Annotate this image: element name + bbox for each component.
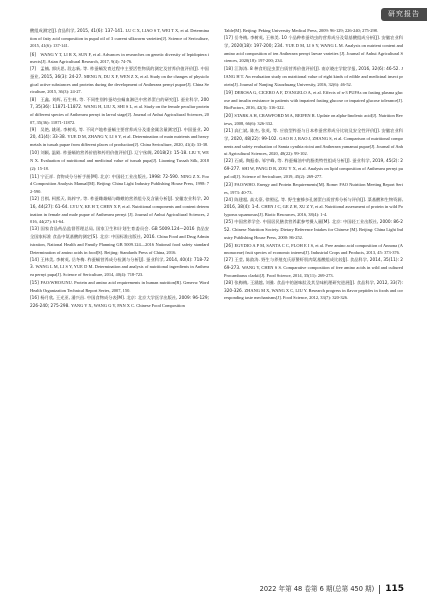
reference-number: [17] (224, 36, 233, 42)
reference-item (224, 220, 403, 242)
reference-chinese-text: 国家食品药品监督管理总局, 国家卫生和计划生育委员会. GB 5009.124—2016 食品安全国家标准 食品中氨基酸的测定[S]. 北京: 中国标准出版社, 2016. (30, 227, 209, 241)
reference-english-text: YUE D M, ZHANG Y, LI S Y, et al. Determination of main nutrients and heavy metals in tussah pupae from different places of production[J]. China Sericulture, 2020, 41(4): 33-38. (30, 134, 209, 148)
reference-item (224, 281, 403, 303)
reference-english-text: FAO/WHO/UNU. Protein and amino acid requirements in human nutrition[R]. Geneva: Word Health Organization Technical Report Series, 2007, 150. (30, 280, 209, 293)
reference-english-text: DEROSA G, CICERO A F, D'ANGELO A, et al. Effects of n-3 PUFAs on fasting plasma glucose and insulin resistance in patients with impaired fasting glucose or impaired glucose tolerance[J]. BioFactors, 2016, 42(3): 316-322. (224, 89, 403, 111)
reference-number: [14] (30, 257, 39, 263)
reference-chinese-text: 岳冬梅, 李树英, 王林美. 10 个品种柞蚕幼虫的营养成分及氨基酸组成分析[J]. 安徽农业科学, 2020(18): 197-200; 234. (224, 36, 403, 49)
reference-english-text: WANG L M, LI S Y, YUE D M. Determination and analysis of nutritional ingredients in Antheraea pernyi pupa[J]. Science of Sericulture, 2014, 40(4): 718-723. (30, 264, 209, 278)
footer-divider (379, 585, 380, 594)
reference-number: [7] (30, 67, 37, 73)
reference-number: [22] (224, 159, 233, 165)
reference-list (30, 28, 403, 580)
reference-english-text: CHEN J C, GE Z H, XU Z Y, et al. Nutritional assessment of protein in wild Polyporus squamosus[J]. Biotic Resources, 2016, 38(4): 1-4. (224, 204, 403, 217)
reference-english-text: LIU Y, WEN X. Evaluation of nutritional and medicinal value of tussah pupa[J]. Liaoning Tussah Silk, 2018(2): 15-18. (30, 150, 209, 171)
reference-item (30, 227, 209, 257)
reference-item (30, 28, 209, 51)
reference-english-text: YANG Y X, WANG G Y, PAN X C. Chinese Food Composition (71, 302, 185, 308)
reference-number: [28] (224, 280, 233, 286)
reference-chinese-text: 王林美, 李树英, 岳冬梅. 柞蚕蛹营养成分检测与分析[J]. 蚕业科学, 2014, 40(4): 718-723. (30, 257, 209, 271)
reference-item (30, 150, 209, 173)
reference-item (224, 36, 403, 66)
page-number: 115 (385, 584, 404, 594)
reference-item (30, 128, 209, 150)
reference-number: [9] (30, 127, 37, 133)
reference-english-text: China Food and Drug Administration, National Health and Family Planning GB 5009.124—2016 National food safety standard Determination of amino acids in food[S]. Beijing: Standards Press of China, 2016. (30, 234, 209, 255)
reference-chinese-text: 刘颖, 温殿. 柞蚕蛹的营养价值和药用价值评价[J]. 辽宁丝绸, 2018(2): 15-18. (40, 151, 188, 157)
reference-number: [13] (30, 227, 39, 233)
reference-item (30, 98, 209, 128)
reference-english-text: STARK A H, CRAWFORD M A, REIFEN R. Update on alpha-linolenic acid[J]. Nutrition Reviews, 2008, 66(6): 326-332. (224, 113, 403, 126)
reference-english-text: ZHANG M X, WANG X C, LIU Y. Research progress in flavor peptides in foods and corresponding taste mechanisms[J]. Food Science, 2012, 33(7): 320-326. (224, 287, 403, 301)
reference-item (224, 159, 403, 181)
section-badge: 研究报告 (381, 8, 427, 21)
reference-chinese-text: 孟楠, 郭庆思, 段志新, 等. 柞蚕蛹发育过程中主要活性物质的测定及营养价值评价[J]. 中国蚕业, 2015, 36(3): 24-27. (30, 67, 209, 80)
reference-chinese-text: 吕棋, 柯熙天, 陈梓宇, 等. 柞蚕雌雄蛹与雌蛾的营养组分及含量分析[J]. 安徽农业科学, 2016, 44(27): 61-64. (30, 197, 209, 210)
reference-number: [16] (30, 295, 39, 301)
reference-item (30, 52, 209, 67)
reference-english-text: YUE D M, LI S Y, WANG L M. Analysis on nutrient content and amino acid composition of ten Antheraea pernyi larvae varieties [J]. Journal of Anhui Agricultural Sciences, 2020(18): 197-200; 234. (224, 42, 403, 64)
reference-chinese-text: 杨月欣, 王光亚, 潘兴昌. 中国食物成分表[M]. 北京: 北京大学医学出版社, 2009: 96-129; 226-240; 275-298. (30, 295, 209, 309)
reference-item (224, 198, 403, 220)
reference-item (30, 280, 209, 295)
reference-item (30, 296, 209, 310)
reference-english-text: LYU Y, KE H T, CHEN X P, et al. Nutritional components and content determination in female and male pupae of Antheraea pernyi [J]. Journal of Anhui Agricultural Sciences, 2016, 44(27): 61-64. (30, 203, 209, 225)
reference-item (30, 258, 209, 280)
reference-chinese-text: 高仁斌, 陈杰, 张英, 等. 应放型柞蚕与日本柞蚕营养成分比较及安全性评价[J]. 安徽农业科学, 2020, 48(22): 99-102. (224, 129, 403, 142)
reference-chinese-text: 王鑫, 刘辉, 石生林, 等. 不同性别柞蚕幼虫蛹血淋巴中营养蛋白的研究[J]. 蚕业科学, 2007, 35(36): 11871-11872. (30, 97, 209, 111)
reference-english-text: GAO R J, RAO J, ZHANG S, et al. Comparison of nutritional components and safety evaluation of Samia cynthia ricini and Antheraea yamamai pupae[J]. Journal of Anhui Agricultural Sciences, 2020, 48(22): 99-102. (224, 135, 403, 157)
reference-english-text: WANG Y T, LI R X, SUN F, et al. Advances in researches on genetic diversity of lepidoptera insects[J]. Asian Agricultural Research, 2017, 9(4): 74-76. (30, 51, 209, 65)
reference-item (224, 90, 403, 113)
reference-english-text: EGYDIO A P M, SANTA C C, FLOH E I S, et al. Free amino acid composition of Annona (Annonaceae) fruit species of economic interest[J]. Industrial Crops and Products, 2013, 45: 373-376. (224, 242, 403, 256)
reference-english-text: MENG N, DU X F, WEN Z X, et al. Study on the changes of physiological active substances and proteins during the development of Antheraea pernyi pupae[J]. China Sericulture, 2015, 36(3): 24-27. (30, 74, 209, 95)
reference-number: [10] (30, 151, 39, 157)
reference-chinese-text: 王莹, 陈韵涛. 野生与养殖克氏原螯虾肌肉氨基酸组成比较[J]. 食品科学, 2014, 35(11): 269-273. (224, 258, 403, 272)
reference-english-text: LU C X, LIAO S T, WEI T X, et al. Determination of fatty acid composition in pupal oil of 3 current silkworm varieties[J]. Science of Sericulture, 2015, 41(6): 137-141. (30, 28, 209, 49)
reference-number: [6] (30, 52, 37, 58)
reference-item (224, 129, 403, 159)
reference-chinese-text: 酸组成测定[J].食品科学, 2015, 41(6): 137-141. (30, 29, 125, 34)
reference-chinese-text: 张梅梅, 王涵越, 刘雅. 食品中的滋味肽及其呈味机理研究进展[J]. 食品科学, 2012, 33(7): 320-326. (224, 280, 403, 294)
reference-number: [18] (224, 67, 233, 73)
references-right-column (224, 28, 403, 580)
reference-number: [8] (30, 97, 37, 103)
reference-english-text: WANG Y, CHEN S S. Comparative composition of free amino acids in wild and cultured Procambarus clarkii[J]. Food Science, 2014, 35(11): 269-273. (224, 265, 403, 278)
reference-number: [21] (224, 129, 233, 135)
reference-chinese-text: 中国营养学会. 中国居民膳食营养素参考摄入量[M]. 北京: 中国轻工业出版社, 2000: 86-252. (224, 220, 403, 233)
reference-english-text: NING Z X. Food Composition Analysis Manual[M]. Beijing: China Light Industry Publishing House Press, 1998: 72-590. (30, 173, 209, 195)
reference-item (224, 28, 403, 36)
reference-chinese-text: 江海涛. 8 种食用昆虫蛋白质营养价值评价[J]. 南京晓庄学院学报, 2016, 32(6): 46-52. (234, 67, 400, 73)
reference-number: [26] (224, 243, 233, 249)
reference-chinese-text: 陈建超, 高太豪, 徐照远, 等. 野生蜜蜂多孔菌蛋白质营养分析与评价[J]. 菜基酸和生物资源, 2016, 38(4): 1-4. (224, 197, 403, 211)
reference-item (224, 258, 403, 280)
reference-english-text: FAO/WHO. Energy and Protein Requirements[M]. Rome: FAO Nutrition Meeting Report Series, 1973: 40-73. (224, 181, 403, 195)
reference-number: [25] (224, 220, 233, 226)
reference-english-text: JIANG H T. An evaluation study on nutritional value of eight kinds of edible and medicinal insect protein[J]. Journal of Nanjing Xiaozhuang University, 2016, 32(6): 46-52. (224, 66, 403, 87)
reference-english-text: SHI W, PANG D R, ZOU Y X, et al. Analysis on lipid composition of Antheraea pernyi pupal oil[J]. Science of Sericulture, 2019, 45(2): 269-277. (224, 166, 403, 179)
reference-english-text: Chinese Nutrition Society. Dietary Reference Intakes for Chinese [M]. Beijing: China Light Industry Publishing House Press, 2000: 86-252. (224, 226, 403, 240)
reference-number: [20] (224, 114, 233, 120)
reference-item (224, 182, 403, 197)
reference-item (224, 243, 403, 258)
reference-number: [27] (224, 258, 233, 264)
reference-chinese-text: 石威, 陶振泰, 邹宇峰, 等. 柞蚕蛹油中的脂类特性组成分析[J]. 蚕业科学, 2019, 45(2): 269-277. (224, 159, 403, 172)
reference-number: [23] (224, 182, 233, 188)
reference-number: [19] (224, 90, 233, 96)
reference-item (224, 113, 403, 128)
issue-info: 2022 年第 48 卷第 6 期(总第 450 期) (259, 585, 375, 593)
reference-english-text: WANG H, LIU X, SHI S L, et al. Study on the female peculiar protein of different species of Antheraea pernyi in larval stage[J]. Journal of Anhui Agricultural Sciences, 2007, 35(36): 11871-11872. (30, 104, 209, 125)
reference-item (30, 197, 209, 227)
reference-chinese-text: 宁正祥. 食物成分分析手册[M]. 北京: 中国轻工业出版社, 1998: 72-590. (40, 174, 180, 180)
reference-number: [24] (224, 197, 233, 203)
reference-number: [11] (30, 174, 39, 180)
reference-number: [12] (30, 197, 39, 203)
references-left-column (30, 28, 209, 580)
reference-item (30, 174, 209, 197)
reference-number: [15] (30, 281, 39, 287)
reference-item (224, 66, 403, 89)
reference-chinese-text: 吴艳, 姚瑶, 李树英, 等. 不同产地柞蚕蛹主要营养成分及重金属含量测定[J]. 中国蚕业, 2020, 41(4): 33-38. (30, 127, 209, 141)
reference-english-text: Table[M]. Beijing: Peking University Medical Press, 2009: 96-129; 226-240; 275-298. (224, 28, 378, 33)
reference-item (30, 67, 209, 97)
page-footer (260, 584, 404, 594)
